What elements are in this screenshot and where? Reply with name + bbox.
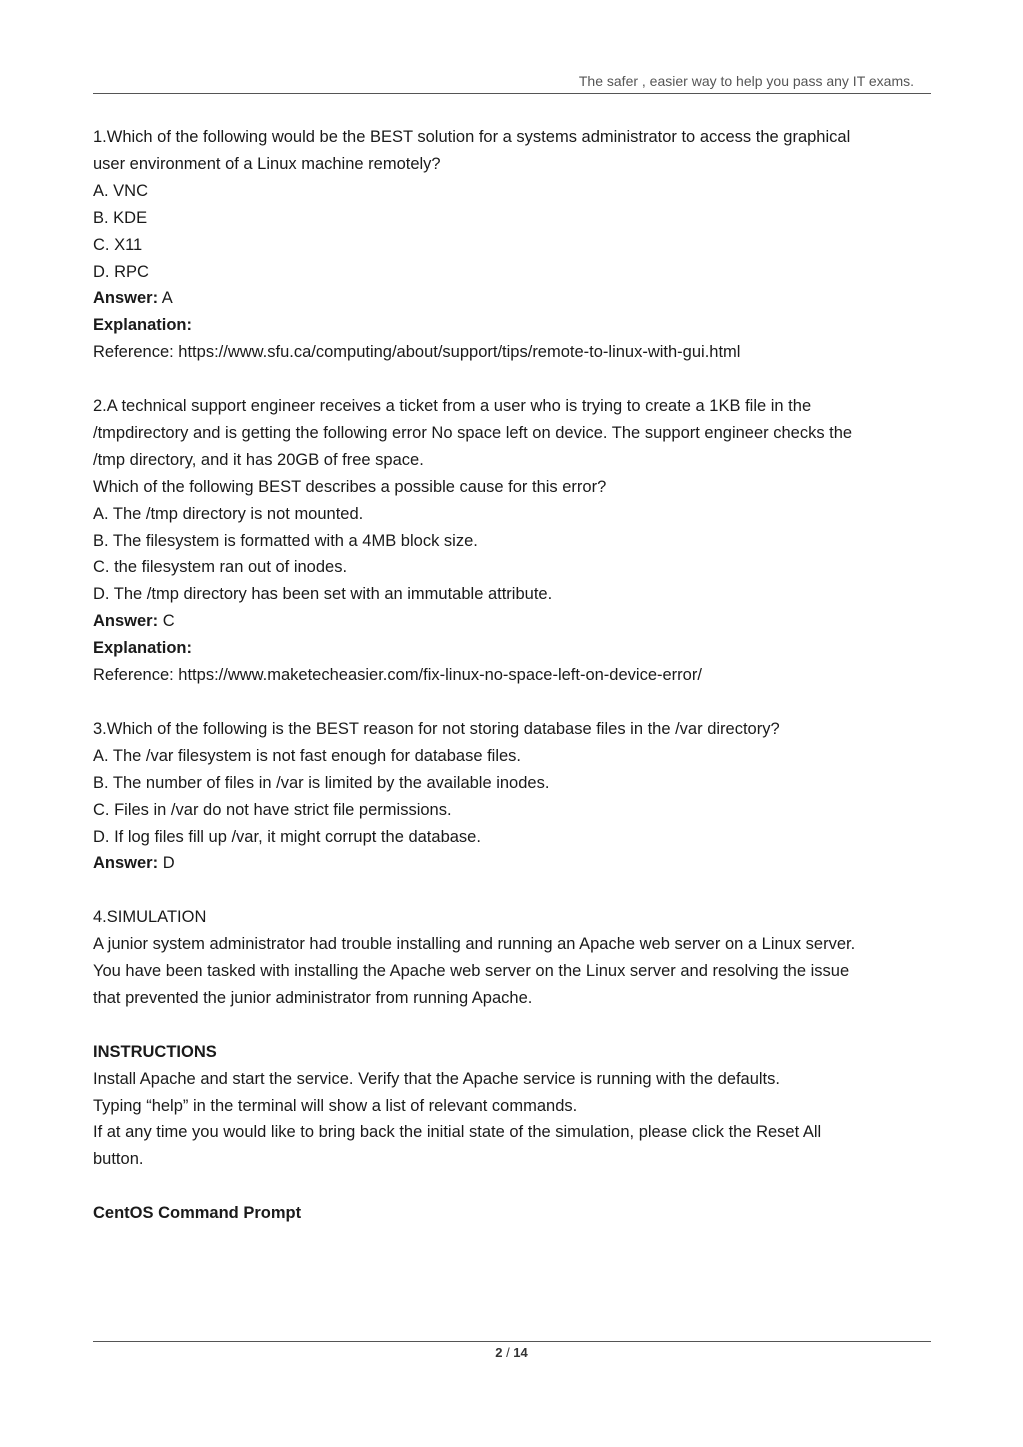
scenario-line: A junior system administrator had trouble installing and running an Apache web server on a Linux server.: [93, 935, 856, 954]
option-b: B. The number of files in /var is limited by the available inodes.: [93, 773, 550, 792]
reference-link: Reference: https://www.maketecheasier.com/fix-linux-no-space-left-on-device-error/: [93, 666, 702, 685]
option-c: C. the filesystem ran out of inodes.: [93, 558, 348, 577]
instructions-heading: INSTRUCTIONS: [93, 1042, 217, 1061]
page-number: [0, 1345, 1023, 1360]
explanation-label: Explanation:: [93, 316, 193, 335]
option-d: D. The /tmp directory has been set with an immutable attribute.: [93, 585, 553, 604]
page-current: 2: [495, 1345, 503, 1360]
question-stem-line: Which of the following BEST describes a possible cause for this error?: [93, 477, 607, 496]
option-a: A. The /var filesystem is not fast enough for database files.: [93, 746, 522, 765]
answer-line: [93, 608, 933, 635]
instruction-line: button.: [93, 1150, 144, 1169]
explanation-label: Explanation:: [93, 639, 193, 658]
option-d: D. If log files fill up /var, it might corrupt the database.: [93, 827, 481, 846]
question-stem-line: /tmp directory, and it has 20GB of free space.: [93, 450, 424, 469]
prompt-heading: CentOS Command Prompt: [93, 1204, 302, 1223]
answer-line: [93, 850, 933, 877]
question-2: [93, 393, 933, 689]
instruction-line: Install Apache and start the service. Verify that the Apache service is running with the defaults.: [93, 1069, 780, 1088]
question-stem-line: user environment of a Linux machine remotely?: [93, 154, 441, 173]
answer-label: Answer:: [93, 854, 159, 873]
answer-value: D: [162, 854, 175, 873]
question-4: [93, 904, 933, 1227]
option-c: C. X11: [93, 235, 143, 254]
exam-content: [93, 124, 933, 1227]
question-stem-line: 1.Which of the following would be the BEST solution for a systems administrator to access the graphical: [93, 128, 851, 146]
option-a: A. The /tmp directory is not mounted.: [93, 504, 364, 523]
header-tagline: The safer , easier way to help you pass any IT exams.: [578, 73, 914, 89]
option-b: B. KDE: [93, 208, 148, 227]
page-total: 14: [513, 1345, 528, 1360]
question-3: [93, 716, 933, 877]
scenario-line: You have been tasked with installing the Apache web server on the Linux server and resolving the issue: [93, 962, 850, 981]
instruction-line: If at any time you would like to bring back the initial state of the simulation, please click the Reset All: [93, 1123, 822, 1142]
header-divider: [93, 93, 931, 94]
option-a: A. VNC: [93, 181, 149, 200]
question-stem-line: /tmpdirectory and is getting the following error No space left on device. The support engineer checks the: [93, 423, 853, 442]
option-c: C. Files in /var do not have strict file permissions.: [93, 800, 452, 819]
instruction-line: Typing “help” in the terminal will show a list of relevant commands.: [93, 1096, 578, 1115]
question-title: 4.SIMULATION: [93, 908, 207, 927]
answer-value: C: [162, 612, 175, 631]
answer-line: [93, 285, 933, 312]
question-1: [93, 124, 933, 366]
answer-label: Answer:: [93, 289, 159, 308]
option-d: D. RPC: [93, 262, 149, 281]
question-stem-line: 3.Which of the following is the BEST reason for not storing database files in the /var directory?: [93, 719, 780, 738]
footer-divider: [93, 1341, 931, 1342]
page-separator: /: [502, 1345, 514, 1360]
answer-value: A: [161, 289, 173, 308]
question-stem-line: 2.A technical support engineer receives a ticket from a user who is trying to create a 1KB file in the: [93, 397, 812, 416]
scenario-line: that prevented the junior administrator from running Apache.: [93, 988, 533, 1007]
answer-label: Answer:: [93, 612, 159, 631]
reference-link: Reference: https://www.sfu.ca/computing/about/support/tips/remote-to-linux-with-gui.html: [93, 343, 741, 362]
option-b: B. The filesystem is formatted with a 4MB block size.: [93, 531, 478, 550]
